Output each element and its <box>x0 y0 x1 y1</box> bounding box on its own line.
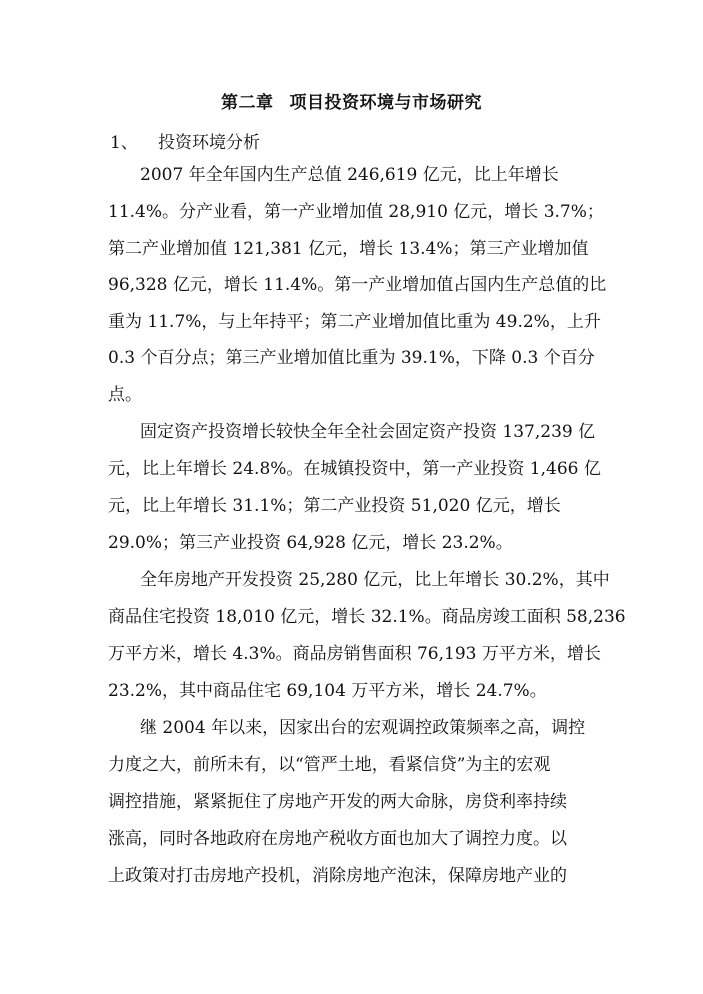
paragraph-line: 元，比上年增长 24.8%。在城镇投资中，第一产业投资 1,466 亿 <box>108 459 601 479</box>
paragraph-line: 上政策对打击房地产投机，消除房地产泡沫，保障房地产业的 <box>108 866 567 886</box>
paragraph-line: 力度之大，前所未有，以“管严土地，看紧信贷”为主的宏观 <box>108 755 551 775</box>
paragraph-line: 23.2%，其中商品住宅 69,104 万平方米，增长 24.7%。 <box>108 681 547 701</box>
paragraph-line: 商品住宅投资 18,010 亿元，增长 32.1%。商品房竣工面积 58,236 <box>108 607 626 627</box>
section-label: 投资环境分析 <box>158 133 260 153</box>
paragraph-line: 11.4%。分产业看，第一产业增加值 28,910 亿元，增长 3.7%； <box>108 202 604 222</box>
paragraph-line: 继 2004 年以来，因家出台的宏观调控政策频率之高，调控 <box>140 718 586 738</box>
chapter-name: 项目投资环境与市场研究 <box>289 93 482 113</box>
section-number: 1、 <box>110 133 138 153</box>
paragraph-line: 重为 11.7%，与上年持平；第二产业增加值比重为 49.2%，上升 <box>108 312 601 332</box>
paragraph-line: 96,328 亿元，增长 11.4%。第一产业增加值占国内生产总值的比 <box>108 275 607 295</box>
paragraph-line: 29.0%；第三产业投资 64,928 亿元，增长 23.2%。 <box>108 533 513 553</box>
chapter-title <box>0 88 703 113</box>
paragraph-line: 2007 年全年国内生产总值 246,619 亿元，比上年增长 <box>140 165 559 185</box>
paragraph-line: 第二产业增加值 121,381 亿元，增长 13.4%；第三产业增加值 <box>108 239 589 259</box>
section-heading <box>110 128 260 153</box>
paragraph-line: 万平方米，增长 4.3%。商品房销售面积 76,193 万平方米，增长 <box>108 644 601 664</box>
chapter-number: 第二章 <box>221 93 274 113</box>
paragraph-line: 0.3 个百分点；第三产业增加值比重为 39.1%，下降 0.3 个百分 <box>108 348 595 368</box>
paragraph-line: 点。 <box>108 385 142 405</box>
paragraph-line: 元，比上年增长 31.1%；第二产业投资 51,020 亿元，增长 <box>108 496 561 516</box>
paragraph-line: 全年房地产开发投资 25,280 亿元，比上年增长 30.2%，其中 <box>140 570 610 590</box>
paragraph-line: 固定资产投资增长较快全年全社会固定资产投资 137,239 亿 <box>140 422 596 442</box>
paragraph-line: 调控措施，紧紧扼住了房地产开发的两大命脉，房贷利率持续 <box>108 792 567 812</box>
paragraph-line: 涨高，同时各地政府在房地产税收方面也加大了调控力度。以 <box>108 829 567 849</box>
